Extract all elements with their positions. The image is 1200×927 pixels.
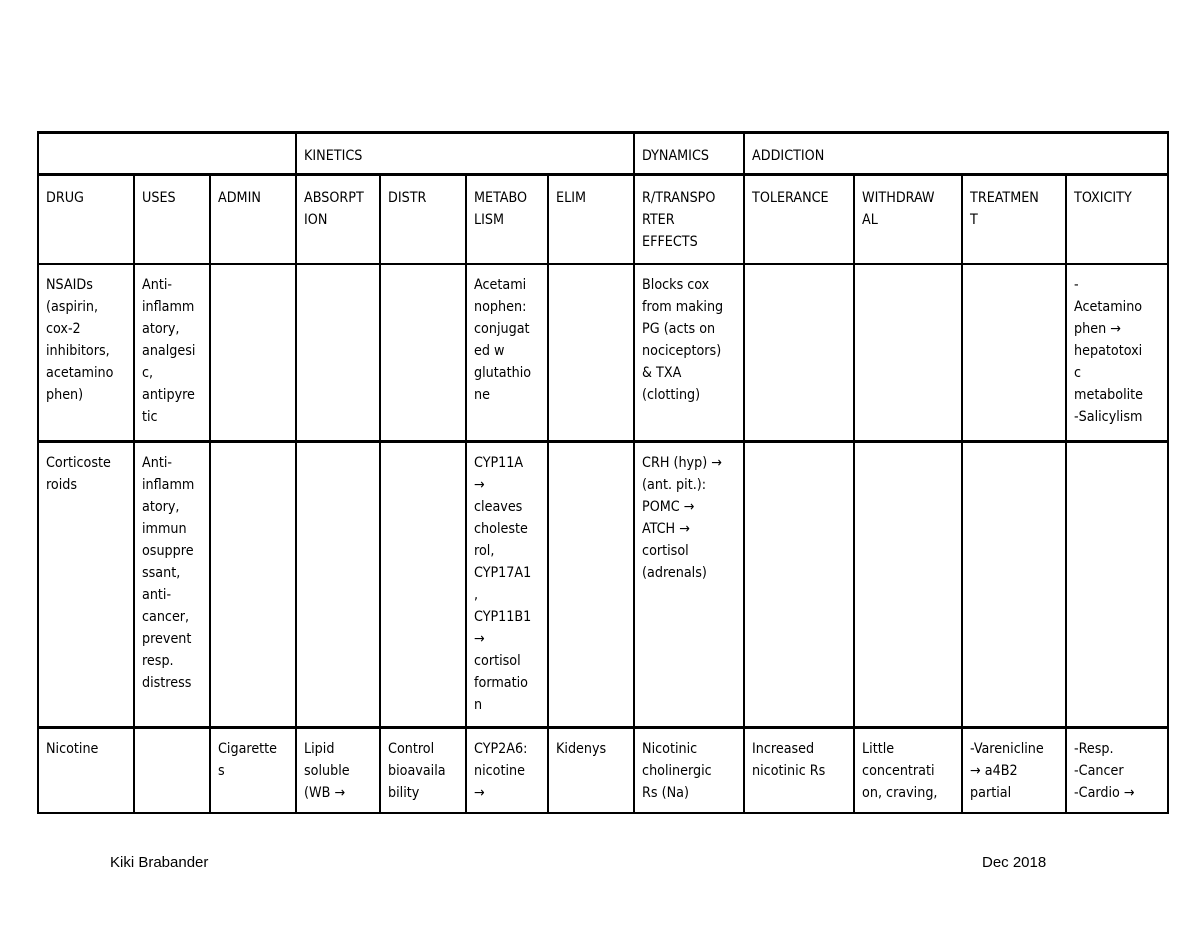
cell-tolerance	[744, 264, 854, 442]
pharmacology-table	[37, 131, 1169, 814]
cell-distr: Control bioavaila bility	[380, 728, 466, 814]
cell-withdrawal	[854, 264, 962, 442]
cell-drug: NSAIDs (aspirin, cox-2 inhibitors, acetamino phen)	[38, 264, 134, 442]
cell-toxicity: -Resp. -Cancer -Cardio →	[1066, 728, 1168, 814]
cell-metabolism: CYP11A → cleaves choleste rol, CYP17A1 , CYP11B1 → cortisol formatio n	[466, 442, 548, 728]
cell-drug: Corticoste roids	[38, 442, 134, 728]
column-header-metabolism: METABO LISM	[466, 175, 548, 265]
group-header-addiction: ADDICTION	[744, 133, 1168, 175]
cell-drug: Nicotine	[38, 728, 134, 814]
column-header-admin: ADMIN	[210, 175, 296, 265]
cell-admin: Cigarette s	[210, 728, 296, 814]
footer-date: Dec 2018	[982, 854, 1047, 871]
column-header-absorption: ABSORPT ION	[296, 175, 380, 265]
column-header-toxicity: TOXICITY	[1066, 175, 1168, 265]
cell-tolerance	[744, 442, 854, 728]
group-header-kinetics: KINETICS	[296, 133, 634, 175]
cell-absorption	[296, 442, 380, 728]
column-header-row	[38, 175, 1168, 265]
cell-toxicity	[1066, 442, 1168, 728]
column-header-treatment: TREATMEN T	[962, 175, 1066, 265]
cell-absorption: Lipid soluble (WB →	[296, 728, 380, 814]
cell-elim: Kidenys	[548, 728, 634, 814]
pharmacology-table-container	[37, 131, 1167, 814]
cell-absorption	[296, 264, 380, 442]
column-header-withdrawal: WITHDRAW AL	[854, 175, 962, 265]
group-header-blank	[38, 133, 296, 175]
group-header-dynamics: DYNAMICS	[634, 133, 744, 175]
cell-uses	[134, 728, 210, 814]
cell-admin	[210, 442, 296, 728]
cell-toxicity: - Acetamino phen → hepatotoxi c metabolite -Salicylism	[1066, 264, 1168, 442]
table-row	[38, 264, 1168, 442]
cell-elim	[548, 442, 634, 728]
column-header-distr: DISTR	[380, 175, 466, 265]
column-header-tolerance: TOLERANCE	[744, 175, 854, 265]
cell-tolerance: Increased nicotinic Rs	[744, 728, 854, 814]
column-header-drug: DRUG	[38, 175, 134, 265]
group-header-row	[38, 133, 1168, 175]
cell-withdrawal	[854, 442, 962, 728]
cell-elim	[548, 264, 634, 442]
cell-withdrawal: Little concentrati on, craving,	[854, 728, 962, 814]
cell-rtransporter: Nicotinic cholinergic Rs (Na)	[634, 728, 744, 814]
table-row	[38, 728, 1168, 814]
cell-distr	[380, 442, 466, 728]
column-header-elim: ELIM	[548, 175, 634, 265]
cell-treatment	[962, 442, 1066, 728]
cell-rtransporter: Blocks cox from making PG (acts on nociceptors) & TXA (clotting)	[634, 264, 744, 442]
cell-treatment	[962, 264, 1066, 442]
cell-distr	[380, 264, 466, 442]
cell-admin	[210, 264, 296, 442]
table-row	[38, 442, 1168, 728]
cell-rtransporter: CRH (hyp) → (ant. pit.): POMC → ATCH → cortisol (adrenals)	[634, 442, 744, 728]
cell-metabolism: CYP2A6: nicotine →	[466, 728, 548, 814]
cell-uses: Anti- inflamm atory, immun osuppre ssant, anti- cancer, prevent resp. distress	[134, 442, 210, 728]
cell-metabolism: Acetami nophen: conjugat ed w glutathio ne	[466, 264, 548, 442]
column-header-uses: USES	[134, 175, 210, 265]
footer-author: Kiki Brabander	[110, 854, 209, 871]
column-header-rtransporter: R/TRANSPO RTER EFFECTS	[634, 175, 744, 265]
cell-treatment: -Varenicline → a4B2 partial	[962, 728, 1066, 814]
cell-uses: Anti- inflamm atory, analgesi c, antipyre tic	[134, 264, 210, 442]
